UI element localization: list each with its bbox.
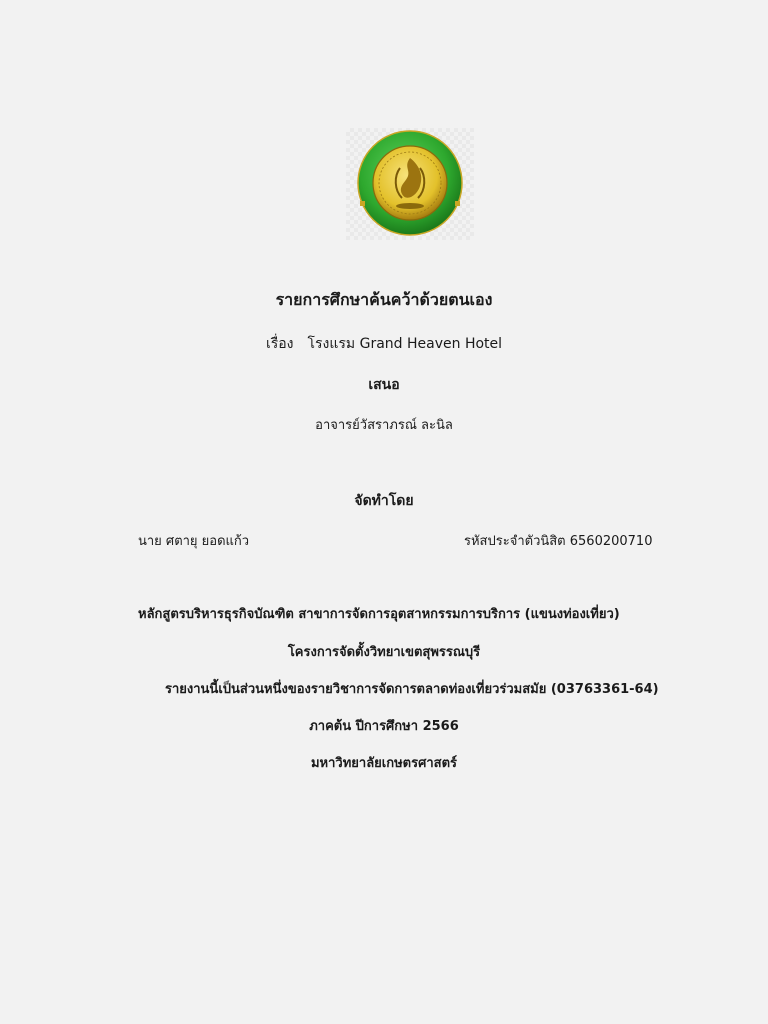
report-note: รายงานนี้เป็นส่วนหนึ่งของรายวิชาการจัดการตลาดท่องเที่ยวร่วมสมัย (03763361-64) — [165, 682, 659, 697]
university-name: มหาวิทยาลัยเกษตรศาสตร์ — [310, 756, 458, 771]
made-by-label: จัดทำโดย — [354, 493, 414, 509]
university-seal-icon — [346, 128, 474, 240]
subject-value: โรงแรม Grand Heaven Hotel — [307, 336, 503, 352]
subject-line — [0, 333, 768, 355]
student-name: นาย ศตายุ ยอดแก้ว — [138, 534, 250, 549]
logo-container — [346, 128, 474, 240]
program-name: หลักสูตรบริหารธุรกิจบัณฑิต สาขาการจัดการอุตสาหกรรมการบริการ (แขนงท่องเที่ยว) — [138, 607, 620, 622]
project-name: โครงการจัดตั้งวิทยาเขตสุพรรณบุรี — [287, 645, 481, 660]
present-label: เสนอ — [368, 377, 400, 393]
student-id: รหัสประจำตัวนิสิต 6560200710 — [464, 534, 653, 549]
subject-label: เรื่อง — [265, 336, 294, 352]
advisor-name: อาจารย์วัสราภรณ์ ละนิล — [315, 418, 453, 433]
semester: ภาคต้น ปีการศึกษา 2566 — [309, 719, 459, 734]
document-title: รายการศึกษาค้นคว้าด้วยตนเอง — [275, 290, 493, 309]
